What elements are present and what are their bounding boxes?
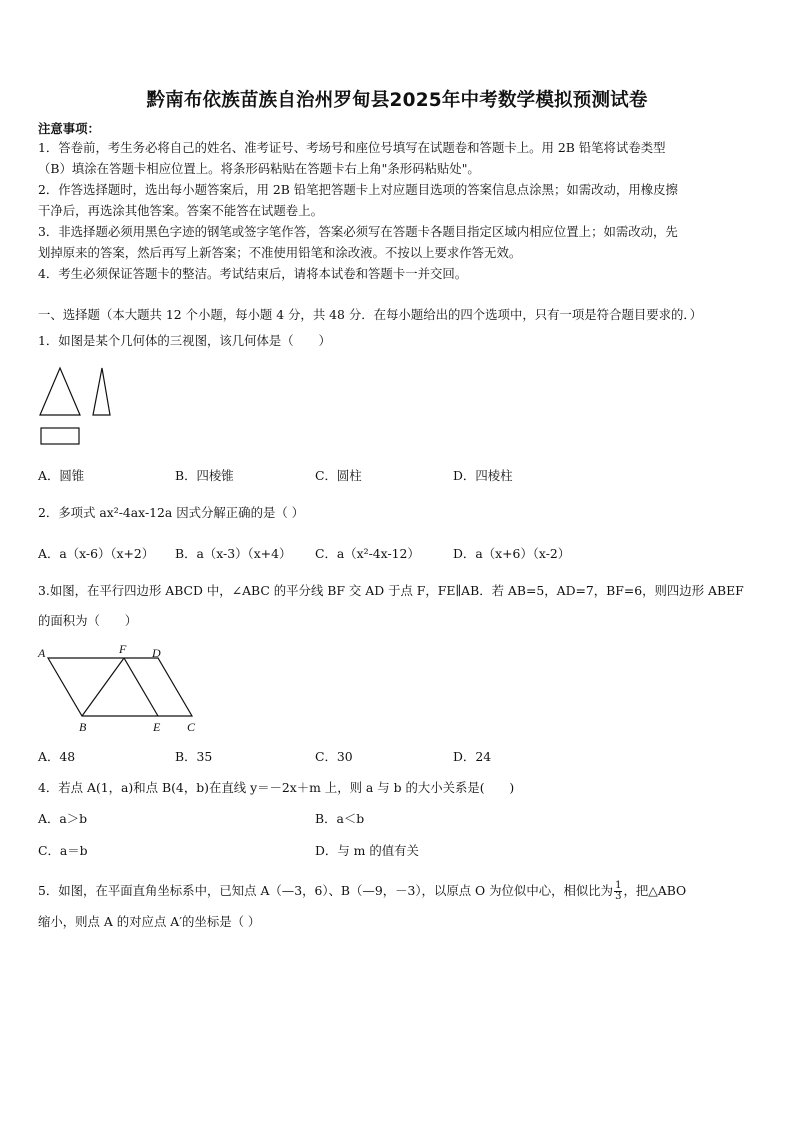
- front-view-triangle: [40, 368, 80, 415]
- question-5-stem-part1: 5．如图，在平面直角坐标系中，已知点 A（—3，6）、B（—9，－3），以原点 O 为位似中心，相似比为: [38, 883, 614, 898]
- notice-line: 1．答卷前，考生务必将自己的姓名、准考证号、考场号和座位号填写在试题卷和答题卡上。用 2B 铅笔将试卷类型: [38, 140, 666, 155]
- ratio-fraction: [614, 881, 622, 902]
- notice-line: 3．非选择题必须用黑色字迹的钢笔或签字笔作答，答案必须写在答题卡各题目指定区域内相应位置上；如需改动，先: [38, 224, 678, 239]
- question-3-stem: 3.如图，在平行四边形 ABCD 中，∠ABC 的平分线 BF 交 AD 于点 F，FE∥AB．若 AB=5，AD=7，BF=6，则四边形 ABEF: [38, 583, 744, 598]
- question-5-stem-cont: 缩小，则点 A 的对应点 A′的坐标是（ ）: [38, 914, 261, 929]
- question-4-stem: 4．若点 A(1，a)和点 B(4，b)在直线 y＝－2x＋m 上，则 a 与 b 的大小关系是( ): [38, 780, 515, 795]
- question-5-stem: [38, 879, 686, 903]
- option-b: B．a＜b: [315, 811, 365, 826]
- option-c: C．圆柱: [315, 468, 362, 483]
- side-view-triangle: [93, 368, 110, 415]
- option-b: B．四棱锥: [175, 468, 234, 483]
- label-c: C: [187, 720, 196, 734]
- top-view-rectangle: [41, 428, 79, 444]
- option-a: A．48: [38, 749, 76, 764]
- option-d: D．a（x+6）（x-2）: [453, 546, 571, 561]
- notice-line: （B）填涂在答题卡相应位置上。将条形码粘贴在答题卡右上角"条形码粘贴处"。: [38, 161, 480, 176]
- question-2-stem: 2．多项式 ax²-4ax-12a 因式分解正确的是（ ）: [38, 505, 305, 520]
- notice-heading: 注意事项：: [38, 121, 100, 136]
- option-b: B．a（x-3）（x+4）: [175, 546, 292, 561]
- segment-fe: [124, 658, 158, 716]
- fraction-denominator: 3: [615, 891, 622, 902]
- option-d: D．24: [453, 749, 492, 764]
- option-d: D．与 m 的值有关: [315, 843, 419, 858]
- section-heading: 一、选择题（本大题共 12 个小题，每小题 4 分，共 48 分．在每小题给出的四个选项中，只有一项是符合题目要求的．）: [38, 307, 702, 322]
- option-a: A．圆锥: [38, 468, 85, 483]
- page-title: 黔南布依族苗族自治州罗甸县2025年中考数学模拟预测试卷: [146, 90, 648, 111]
- option-a: A．a（x-6）（x+2）: [38, 546, 155, 561]
- label-d: D: [152, 646, 161, 660]
- fraction-numerator: 1: [615, 880, 622, 891]
- label-f: F: [119, 642, 127, 656]
- segment-bf: [82, 658, 124, 716]
- question-5-stem-part2: ，把△ABO: [623, 883, 687, 898]
- label-b: B: [79, 720, 87, 734]
- parallelogram-abcd: [48, 658, 192, 716]
- option-b: B．35: [175, 749, 213, 764]
- label-e: E: [153, 720, 161, 734]
- notice-line: 4．考生必须保证答题卡的整洁。考试结束后，请将本试卷和答题卡一并交回。: [38, 266, 468, 281]
- three-view-figure: [38, 363, 118, 451]
- parallelogram-figure: [34, 642, 204, 737]
- notice-line: 划掉原来的答案，然后再写上新答案；不准使用铅笔和涂改液。不按以上要求作答无效。: [38, 245, 522, 260]
- question-1-stem: 1．如图是某个几何体的三视图，该几何体是（ ）: [38, 333, 331, 348]
- question-3-stem-cont: 的面积为（ ）: [38, 613, 138, 628]
- option-d: D．四棱柱: [453, 468, 513, 483]
- notice-line: 干净后，再选涂其他答案。答案不能答在试题卷上。: [38, 203, 323, 218]
- option-c: C．30: [315, 749, 353, 764]
- label-a: A: [38, 646, 46, 660]
- option-c: C．a（x²-4x-12）: [315, 546, 420, 561]
- option-a: A．a＞b: [38, 811, 88, 826]
- notice-line: 2．作答选择题时，选出每小题答案后，用 2B 铅笔把答题卡上对应题目选项的答案信息点涂黑；如需改动，用橡皮擦: [38, 182, 678, 197]
- option-c: C．a＝b: [38, 843, 88, 858]
